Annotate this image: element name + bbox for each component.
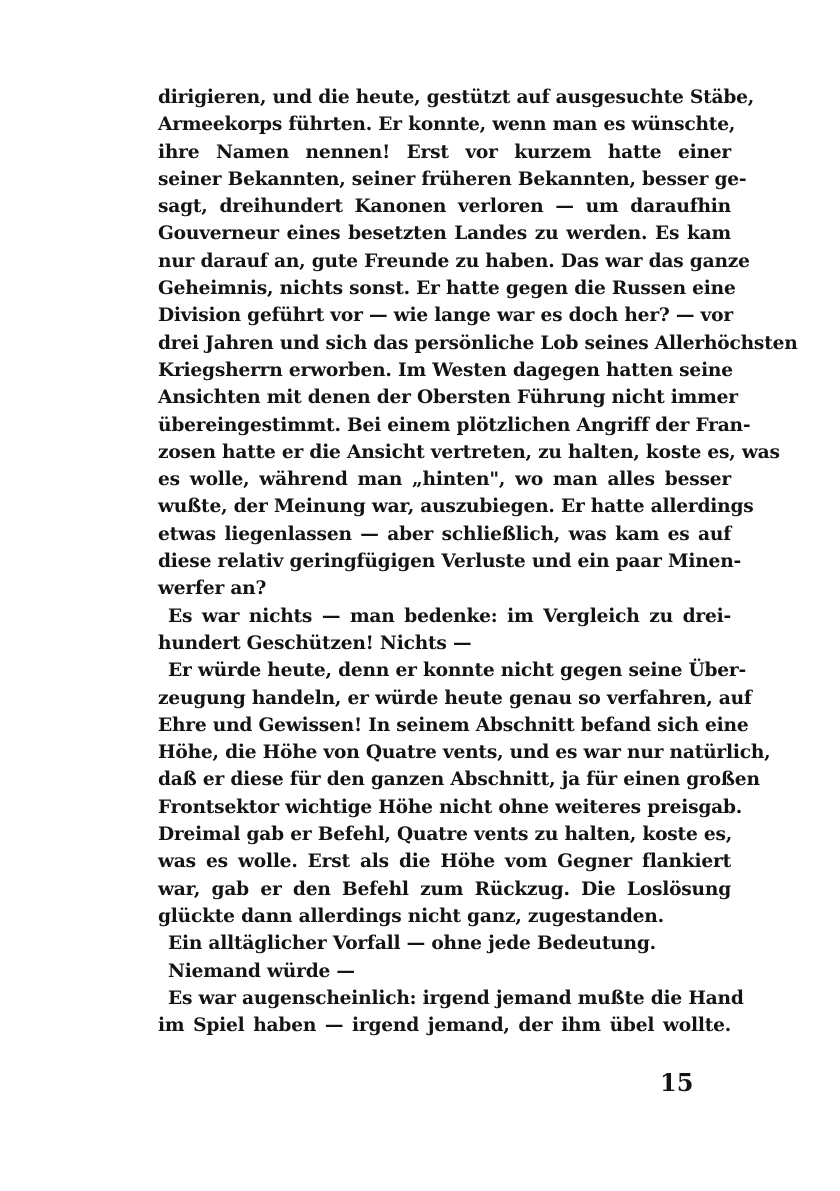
text-line: Geheimnis, nichts sonst. Er hatte gegen die Russen eine [158,278,736,300]
text-line: Es war augenscheinlich: irgend jemand mußte die Hand [168,987,744,1009]
text-line: werfer an? [158,578,267,600]
text-line: daß er diese für den ganzen Abschnitt, ja für einen großen [158,769,760,791]
body-text [158,84,798,1039]
text-line: zeugung handeln, er würde heute genau so verfahren, auf [158,687,752,709]
text-line: glückte dann allerdings nicht ganz, zugestanden. [158,905,664,927]
text-line: dirigieren, und die heute, gestützt auf ausgesuchte Stäbe, [158,87,755,108]
text-line: übereingestimmt. Bei einem plötzlichen Angriff der Fran- [158,414,751,436]
text-line: etwas liegenlassen — aber schließlich, was kam es auf [158,523,731,545]
text-line: Niemand würde — [168,960,355,982]
text-line: drei Jahren und sich das persönliche Lob seines Allerhöchsten [158,332,798,354]
text-line: Ein alltäglicher Vorfall — ohne jede Bedeutung. [168,933,656,955]
text-line: sagt, dreihundert Kanonen verloren — um daraufhin [158,196,731,218]
text-line: Höhe, die Höhe von Quatre vents, und es war nur natürlich, [158,742,771,764]
text-line: diese relativ geringfügigen Verluste und ein paar Minen- [158,551,742,573]
text-line: Division geführt vor — wie lange war es doch her? — vor [158,305,733,327]
text-line: Frontsektor wichtige Höhe nicht ohne weiteres preisgab. [158,796,743,818]
text-line: Ehre und Gewissen! In seinem Abschnitt befand sich eine [158,714,749,736]
text-line: es wolle, während man „hinten", wo man alles besser [158,469,731,491]
text-line: im Spiel haben — irgend jemand, der ihm übel wollte. [158,1015,731,1037]
text-line: nur darauf an, gute Freunde zu haben. Das war das ganze [158,250,750,272]
text-line: Kriegsherrn erworben. Im Westen dagegen hatten seine [158,359,733,381]
text-line: seiner Bekannten, seiner früheren Bekannten, besser ge- [158,168,747,190]
page-number: 15 [660,1068,694,1097]
text-line: war, gab er den Befehl zum Rückzug. Die Loslösung [158,878,731,900]
text-line: Dreimal gab er Befehl, Quatre vents zu halten, koste es, [158,824,733,846]
text-line: wußte, der Meinung war, auszubiegen. Er hatte allerdings [158,496,754,518]
text-line: was es wolle. Erst als die Höhe vom Gegner flankiert [158,851,731,873]
text-line: ihre Namen nennen! Erst vor kurzem hatte einer [158,141,731,163]
text-line: Ansichten mit denen der Obersten Führung nicht immer [158,387,738,409]
text-line: hundert Geschützen! Nichts — [158,632,472,654]
text-line: Er würde heute, denn er konnte nicht gegen seine Über- [168,660,747,682]
text-line: Gouverneur eines besetzten Landes zu werden. Es kam [158,223,731,245]
text-line: Es war nichts — man bedenke: im Vergleich zu drei- [168,605,731,627]
text-line: Armeekorps führten. Er konnte, wenn man es wünschte, [158,114,736,136]
text-line: zosen hatte er die Ansicht vertreten, zu halten, koste es, was [158,441,780,463]
